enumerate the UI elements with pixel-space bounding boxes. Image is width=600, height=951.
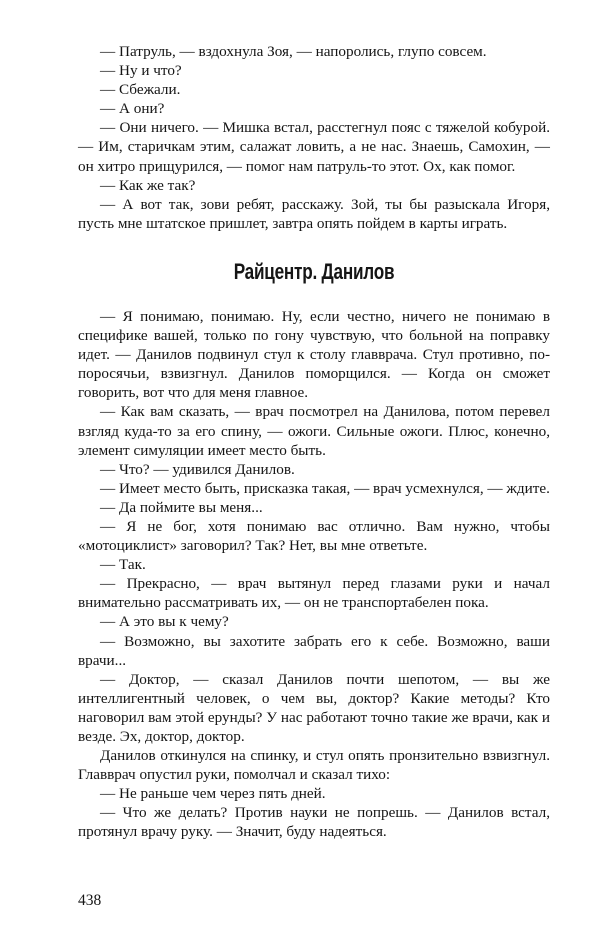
paragraph: — Да поймите вы меня...	[100, 498, 263, 516]
paragraph: — Так.	[100, 556, 146, 574]
paragraph: — Как же так?	[100, 176, 196, 194]
paragraph: — Они ничего. — Мишка встал, расстегнул пояс с тяжелой кобурой. — Им, старичкам этим, салажат ловить, а не нас. Знаешь, Самохин, — он хитро прищурился, — помог нам патруль-то этот. Ох, как помог.	[78, 119, 550, 175]
paragraph: — Прекрасно, — врач вытянул перед глазами руки и начал внимательно рассматривать их, — он не транспортабелен пока.	[78, 575, 550, 612]
paragraph: Данилов откинулся на спинку, и стул опять пронзительно взвизгнул. Главврач опустил руки, помолчал и сказал тихо:	[78, 747, 550, 784]
page-number: 438	[78, 892, 102, 909]
paragraph: — Что же делать? Против науки не попрешь. — Данилов встал, протянул врачу руку. — Значит, буду надеяться.	[78, 804, 550, 841]
section-body	[78, 307, 550, 842]
paragraph: — Что? — удивился Данилов.	[100, 460, 295, 478]
section-title: Райцентр. Данилов	[233, 258, 395, 284]
paragraph: — Я понимаю, понимаю. Ну, если честно, ничего не понимаю в специфике вашей, только по гону чувствую, что больной на поправку идет. — Данилов подвинул стул к столу главврача. Стул противно, по-поросячьи, взвизгнул. Данилов поморщился. — Когда он сможет говорить, вот что для меня главное.	[78, 307, 550, 402]
paragraph: — А вот так, зови ребят, расскажу. Зой, ты бы разыскала Игоря, пусть мне штатское пришлет, завтра опять пойдем в карты играть.	[78, 195, 550, 232]
paragraph: — Возможно, вы захотите забрать его к себе. Возможно, ваши врачи...	[78, 632, 550, 669]
paragraph: — Патруль, — вздохнула Зоя, — напоролись, глупо совсем.	[100, 43, 487, 60]
paragraph: — Как вам сказать, — врач посмотрел на Данилова, потом перевел взгляд куда-то за его спину, — ожоги. Сильные ожоги. Плюс, конечно, элемент симуляции имеет место быть.	[78, 403, 550, 459]
paragraph: — Сбежали.	[100, 81, 181, 99]
top-dialogue-block	[78, 42, 550, 233]
paragraph: — А они?	[100, 100, 165, 118]
paragraph: — Имеет место быть, присказка такая, — врач усмехнулся, — ждите.	[100, 479, 550, 497]
paragraph: — Не раньше чем через пять дней.	[100, 785, 326, 803]
paragraph: — А это вы к чему?	[100, 613, 229, 631]
paragraph: — Доктор, — сказал Данилов почти шепотом, — вы же интеллигентный человек, о чем вы, доктор? Какие методы? Кто наговорил вам этой ерунды? У нас работают точно такие же врачи, как и везде. Эх, доктор, доктор.	[78, 670, 550, 745]
paragraph: — Я не бог, хотя понимаю вас отлично. Вам нужно, чтобы «мотоциклист» заговорил? Так? Нет, вы мне ответьте.	[78, 517, 550, 555]
book-page	[78, 42, 550, 842]
paragraph: — Ну и что?	[100, 62, 182, 80]
